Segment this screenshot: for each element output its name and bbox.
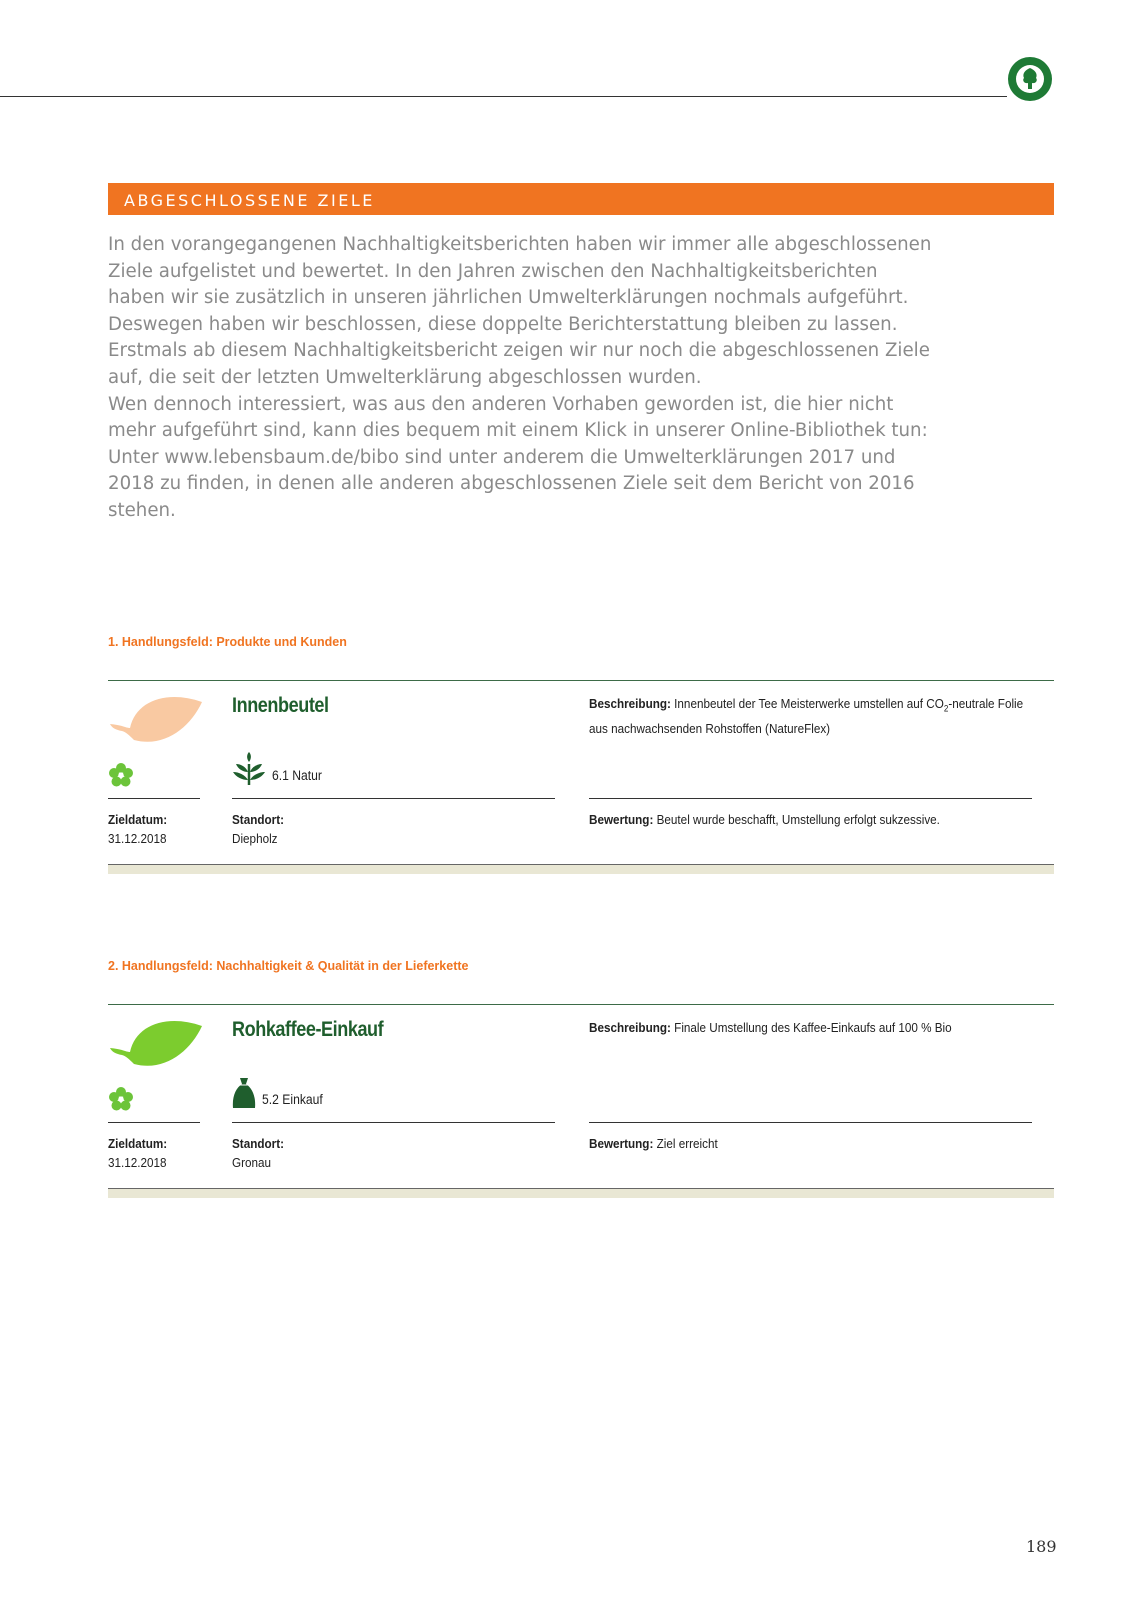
flower-icon [108,762,134,788]
category-label: 6.1 Natur [272,768,322,783]
separator [589,798,1032,799]
section-title: ABGESCHLOSSENE ZIELE [124,191,375,210]
separator [108,1122,200,1123]
target-date-value: 31.12.2018 [108,831,167,846]
goal-card-2 [108,1004,1054,1208]
location-value: Diepholz [232,831,278,846]
intro-text [108,232,938,525]
location-label: Standort: [232,1136,285,1151]
description-subscript: 2 [943,703,949,714]
card-band [108,865,1054,874]
description-label: Beschreibung: [589,696,671,711]
separator [232,798,555,799]
description [589,694,1039,738]
location [232,810,284,848]
leaf-icon [108,688,204,748]
section-header [108,183,1054,215]
goal-card-1 [108,680,1054,884]
description-text-part1: Innenbeutel der Tee Meisterwerke umstellen auf CO [674,696,944,711]
card-band [108,1189,1054,1198]
target-date-label: Zieldatum: [108,812,168,827]
description-text: Finale Umstellung des Kaffee-Einkaufs auf 100 % Bio [674,1020,952,1035]
field-title-2: 2. Handlungsfeld: Nachhaltigkeit & Qualität in der Lieferkette [108,959,469,973]
flower-icon [108,1086,134,1112]
location [232,1134,284,1172]
plant-icon [232,752,266,786]
evaluation-text: Beutel wurde beschafft, Umstellung erfolgt sukzessive. [656,812,940,827]
goal-title: Rohkaffee-Einkauf [232,1018,384,1041]
location-value: Gronau [232,1155,272,1170]
intro-paragraph-2: Wen dennoch interessiert, was aus den anderen Vorhaben geworden ist, die hier nicht mehr aufgeführt sind, kann dies bequem mit einem Klick in unserer Online-Bibliothek tun: Unter www.lebensbaum.de/bibo sind unter anderem die Umwelterklärungen 2017 und 2018 zu finden, in denen alle anderen abgeschlossenen Ziele seit dem Bericht von 2016 stehen. [108,393,928,521]
description [589,1018,1039,1037]
target-date-label: Zieldatum: [108,1136,168,1151]
evaluation-label: Bewertung: [589,1136,654,1151]
header-rule [0,96,1007,97]
target-date [108,1134,167,1172]
target-date-value: 31.12.2018 [108,1155,167,1170]
intro-paragraph-1: In den vorangegangenen Nachhaltigkeitsberichten haben wir immer alle abgeschlossenen Ziele aufgelistet und bewertet. In den Jahren zwischen den Nachhaltigkeitsberichten haben wir sie zusätzlich in unseren jährlichen Umwelterklärungen nochmals aufgeführt. Deswegen haben wir beschlossen, diese doppelte Berichterstattung bleiben zu lassen. Erstmals ab diesem Nachhaltigkeitsbericht zeigen wir nur noch die abgeschlossenen Ziele auf, die seit der letzten Umwelterklärung abgeschlossen wurden. [108,234,932,388]
category-label: 5.2 Einkauf [262,1092,323,1107]
card-top-rule [108,1004,1054,1005]
separator [232,1122,555,1123]
leaf-icon [108,1012,204,1072]
sack-icon [232,1076,256,1110]
separator [108,798,200,799]
evaluation-label: Bewertung: [589,812,654,827]
page-number: 189 [1026,1537,1057,1556]
location-label: Standort: [232,812,285,827]
evaluation [589,810,1039,829]
card-top-rule [108,680,1054,681]
description-label: Beschreibung: [589,1020,671,1035]
evaluation [589,1134,1039,1153]
field-title-1: 1. Handlungsfeld: Produkte und Kunden [108,635,347,649]
description-text-part2: -neutrale Folie aus nachwachsenden Rohstoffen (NatureFlex) [589,696,1024,736]
target-date [108,810,167,848]
lebensbaum-logo [1007,56,1053,102]
evaluation-text: Ziel erreicht [656,1136,718,1151]
goal-title: Innenbeutel [232,694,329,717]
separator [589,1122,1032,1123]
